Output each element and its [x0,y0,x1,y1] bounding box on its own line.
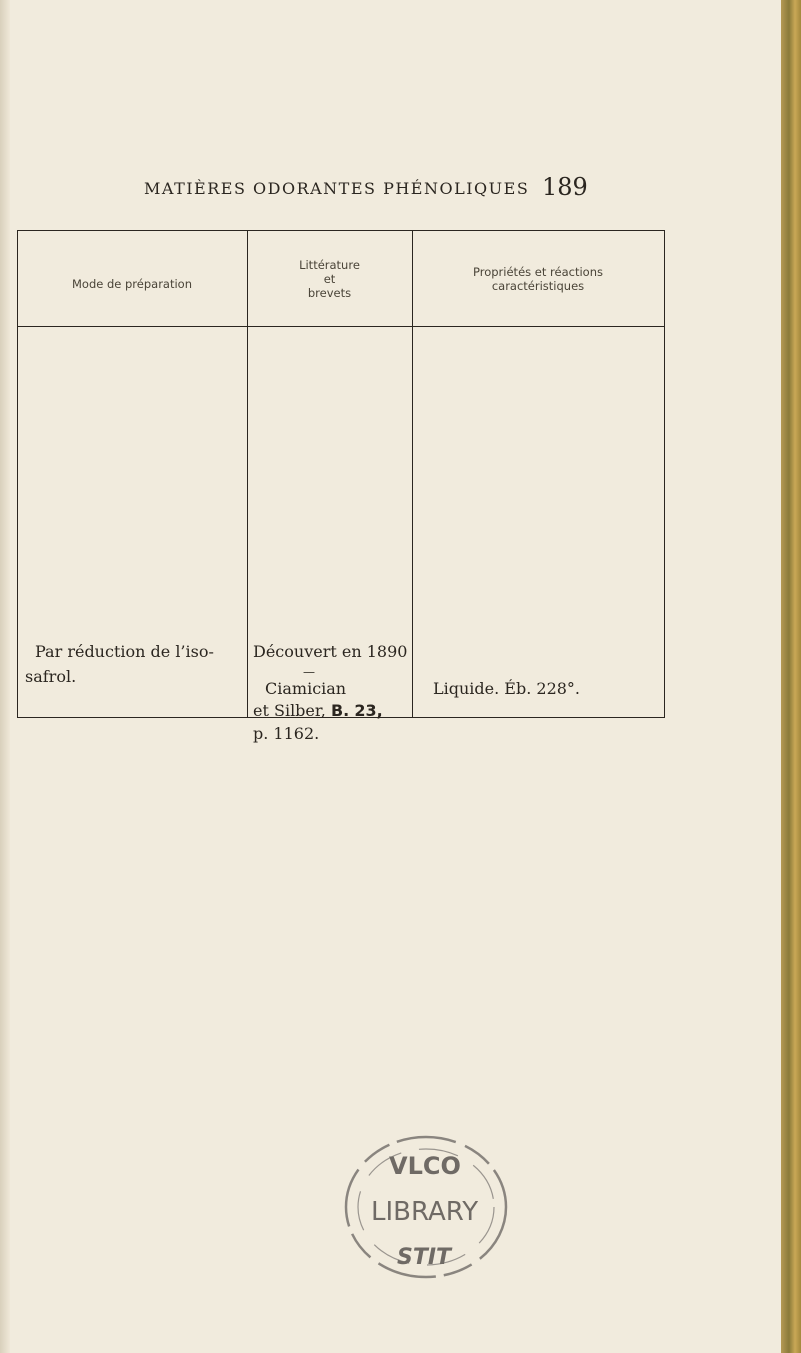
literature-citation-line: et Silber, B. 23, [253,701,383,720]
table-right-rule [664,230,665,718]
stamp-bottom-text: STIT [397,1245,452,1270]
journal-abbreviation: B. [330,701,350,720]
data-table: Mode de préparation Littérature et brevets Propriétés et réactions caractéristiques Par réduction de l’iso- safrol. Découvert en 1890 — Ciamician et Silber, B. 23, p. 1162. Liquide. Éb. 228°. [17,230,665,718]
table-top-rule [17,230,665,231]
page-header [144,173,614,203]
library-stamp [333,1127,519,1287]
column-header-preparation: Mode de préparation [71,277,193,291]
volume-number: 23, [354,701,383,720]
running-title: MATIÈRES ODORANTES PHÉNOLIQUES [144,179,530,198]
column-divider-1 [247,230,248,718]
page-number: 189 [542,173,588,201]
stamp-top-text: VLCO [389,1152,461,1180]
library-stamp-seal [333,1127,519,1287]
page-left-edge [0,0,10,1353]
stamp-middle-text: LIBRARY [371,1197,479,1227]
column-header-literature: Littérature et brevets [299,258,360,300]
column-header-properties: Propriétés et réactions caractéristiques [473,265,603,293]
column-divider-2 [412,230,413,718]
book-spine-edge [781,0,801,1353]
header-bottom-rule [17,326,665,327]
cell-properties: Liquide. Éb. 228°. [433,679,581,698]
table-left-rule [17,230,18,718]
